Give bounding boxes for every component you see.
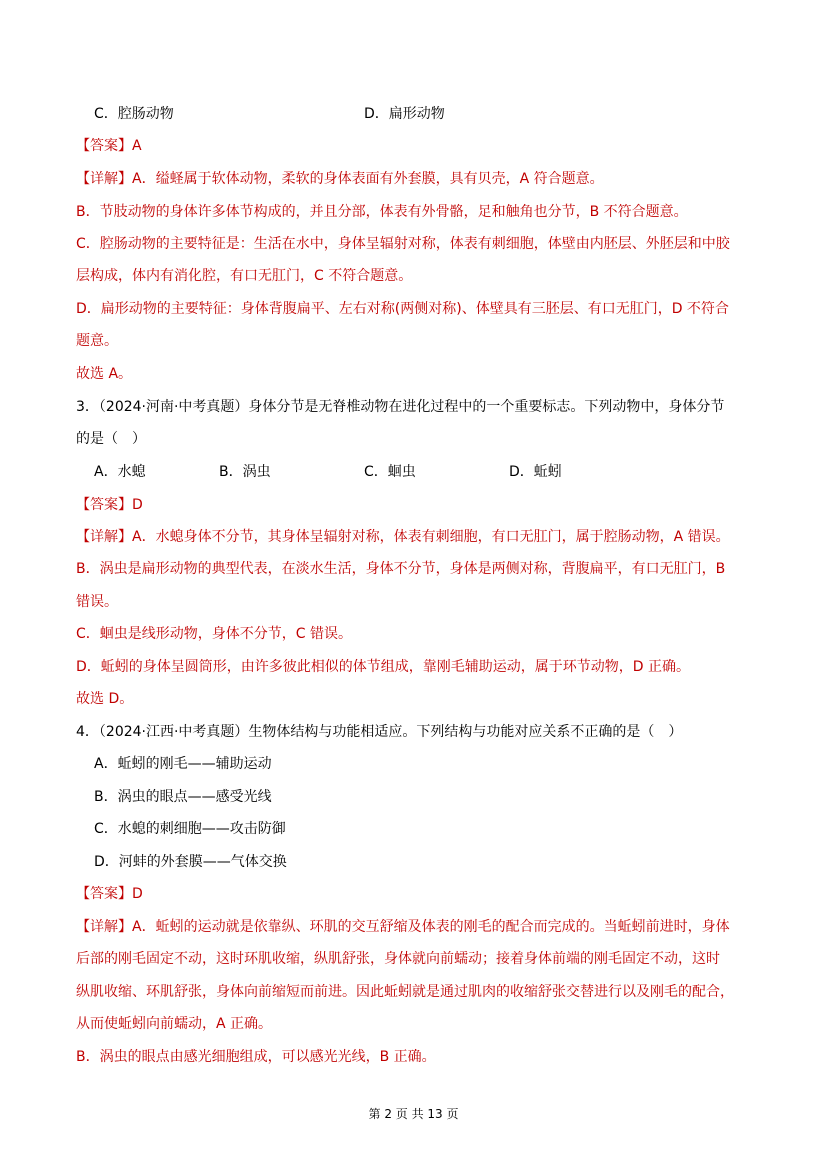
detail-line xyxy=(76,527,730,547)
detail-line xyxy=(76,169,604,189)
answer-line xyxy=(76,495,143,515)
answer-tag: 【答案】 xyxy=(76,138,132,154)
question-stem: 的是（ ） xyxy=(76,431,146,447)
detail-line: D．蚯蚓的身体呈圆筒形，由许多彼此相似的体节组成，靠刚毛辅助运动，属于环节动物，D 正确。 xyxy=(76,659,691,675)
option-c: C．蛔虫 xyxy=(364,464,416,480)
detail-line: 错误。 xyxy=(76,594,118,610)
detail-line: 故选 A。 xyxy=(76,366,133,382)
detail-line: B．涡虫是扁形动物的典型代表，在淡水生活，身体不分节，身体是两侧对称，背腹扁平，有口无肛门，B xyxy=(76,561,726,577)
answer-tag: 【答案】 xyxy=(76,497,132,513)
detail-line: B．涡虫的眼点由感光细胞组成，可以感光光线，B 正确。 xyxy=(76,1049,436,1065)
option-d: D．蚯蚓 xyxy=(509,464,562,480)
detail-line: 后部的刚毛固定不动，这时环肌收缩，纵肌舒张，身体就向前蠕动；接着身体前端的刚毛固定不动，这时 xyxy=(76,951,720,967)
option-b: B．涡虫的眼点——感受光线 xyxy=(94,789,272,805)
detail-line xyxy=(76,917,730,937)
question-stem: 3．（2024·河南·中考真题）身体分节是无脊椎动物在进化过程中的一个重要标志。下列动物中，身体分节 xyxy=(76,399,725,415)
detail-tag: 【详解】 xyxy=(76,171,132,187)
detail-tag: 【详解】 xyxy=(76,529,132,545)
detail-line: C．腔肠动物的主要特征是：生活在水中，身体呈辐射对称，体表有刺细胞，体壁由内胚层、外胚层和中胶 xyxy=(76,236,730,252)
option-c: C．腔肠动物 xyxy=(94,106,174,122)
detail-line: D．扁形动物的主要特征：身体背腹扁平、左右对称(两侧对称)、体壁具有三胚层、有口无肛门，D 不符合 xyxy=(76,301,729,317)
detail-line: 故选 D。 xyxy=(76,691,134,707)
detail-line: 层构成，体内有消化腔，有口无肛门，C 不符合题意。 xyxy=(76,268,413,284)
detail-line: 题意。 xyxy=(76,333,118,349)
option-d: D．河蚌的外套膜——气体交换 xyxy=(94,854,287,870)
detail-line: 从而使蚯蚓向前蠕动，A 正确。 xyxy=(76,1016,273,1032)
detail-tag: 【详解】 xyxy=(76,919,132,935)
option-d: D．扁形动物 xyxy=(364,106,445,122)
detail-text: A．水螅身体不分节，其身体呈辐射对称，体表有刺细胞，有口无肛门，属于腔肠动物，A 错误。 xyxy=(132,529,730,545)
detail-line: C．蛔虫是线形动物，身体不分节，C 错误。 xyxy=(76,626,352,642)
option-a: A．水螅 xyxy=(94,464,146,480)
detail-line: 纵肌收缩、环肌舒张，身体向前缩短而前进。因此蚯蚓就是通过肌肉的收缩舒张交替进行以及刚毛的配合， xyxy=(76,984,734,1000)
answer-line xyxy=(76,136,142,156)
question-stem: 4．（2024·江西·中考真题）生物体结构与功能相适应。下列结构与功能对应关系不正确的是（ ） xyxy=(76,724,683,740)
detail-text: A．蚯蚓的运动就是依靠纵、环肌的交互舒缩及体表的刚毛的配合而完成的。当蚯蚓前进时，身体 xyxy=(132,919,730,935)
answer-value: A xyxy=(132,138,142,154)
option-b: B．涡虫 xyxy=(219,464,271,480)
detail-line: B．节肢动物的身体许多体节构成的，并且分部，体表有外骨骼，足和触角也分节，B 不符合题意。 xyxy=(76,204,688,220)
page-footer: 第 2 页 共 13 页 xyxy=(368,1107,459,1121)
detail-text: A．缢蛏属于软体动物，柔软的身体表面有外套膜，具有贝壳，A 符合题意。 xyxy=(132,171,604,187)
answer-value: D xyxy=(132,886,143,902)
answer-value: D xyxy=(132,497,143,513)
answer-line xyxy=(76,884,143,904)
option-c: C．水螅的刺细胞——攻击防御 xyxy=(94,821,286,837)
answer-tag: 【答案】 xyxy=(76,886,132,902)
option-a: A．蚯蚓的刚毛——辅助运动 xyxy=(94,756,272,772)
